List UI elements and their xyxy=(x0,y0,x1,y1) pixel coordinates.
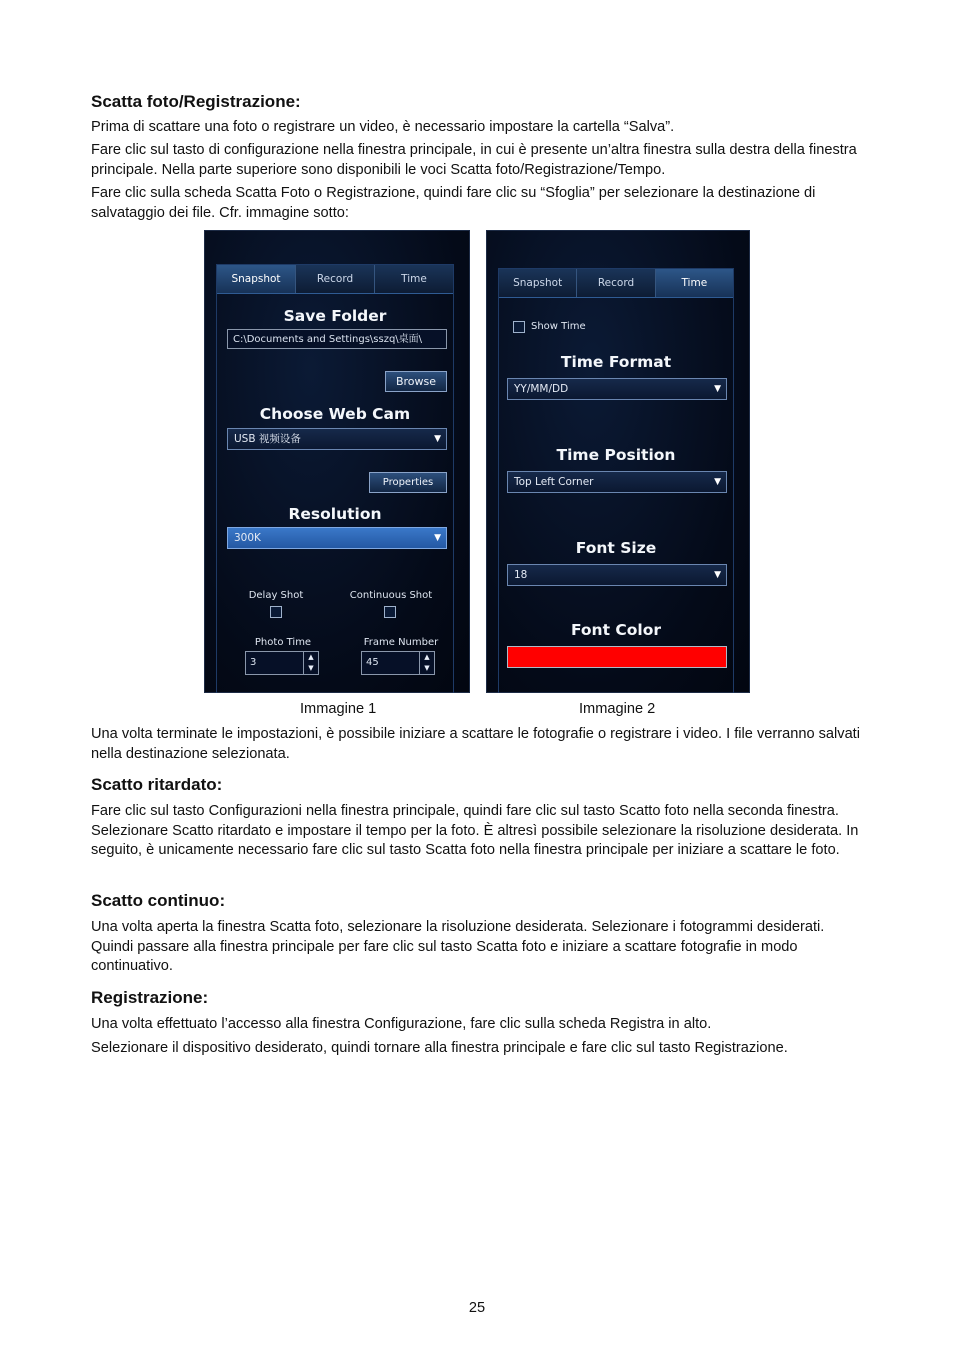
section-heading: Registrazione: xyxy=(91,988,209,1007)
continuous-shot-label: Continuous Shot xyxy=(349,590,433,601)
paragraph-text: Fare clic sul tasto Configurazioni nella finestra principale, quindi fare clic sul tasto Scatto foto nella seconda finestra. Selezionare Scatto ritardato e impostare il tempo per la foto. È altresì possibile selezionare la risoluzione desiderata. In seguito, è unicamente necessario fare clic sul tasto Scatta foto nella finestra principale per iniziare a scattare le foto. xyxy=(91,803,859,858)
frame-number-stepper[interactable] xyxy=(361,651,435,675)
show-time-label: Show Time xyxy=(531,321,586,332)
section-heading: Scatto ritardato: xyxy=(91,775,223,794)
font-color-label: Font Color xyxy=(570,621,662,639)
show-time-checkbox[interactable] xyxy=(513,321,525,333)
font-size-label: Font Size xyxy=(575,539,657,557)
tab-bar xyxy=(217,265,453,294)
tab-time[interactable]: Time xyxy=(656,269,733,297)
tab-bar xyxy=(499,269,733,298)
paragraph-text: Prima di scattare una foto o registrare un video, è necessario impostare la cartella “Salva”. xyxy=(91,119,675,135)
tab-snapshot[interactable]: Snapshot xyxy=(499,269,577,297)
frame-number-value: 45 xyxy=(366,657,379,668)
section-heading: Scatta foto/Registrazione: xyxy=(91,92,301,111)
page-number: 25 xyxy=(468,1300,486,1316)
chevron-down-icon: ▼ xyxy=(714,477,721,487)
webcam-select[interactable] xyxy=(227,428,447,450)
resolution-label: Resolution xyxy=(288,505,382,523)
paragraph xyxy=(91,118,866,138)
paragraph-text: Fare clic sulla scheda Scatta Foto o Registrazione, quindi fare clic su “Sfoglia” per selezionare la destinazione di salvataggio dei file. Cfr. immagine sotto: xyxy=(91,185,816,221)
screenshot-time-settings xyxy=(486,230,750,693)
continuous-shot-checkbox[interactable] xyxy=(384,606,396,618)
paragraph xyxy=(91,918,866,977)
screenshot-snapshot-settings xyxy=(204,230,470,693)
save-folder-input[interactable]: C:\Documents and Settings\sszq\桌面\ xyxy=(227,329,447,349)
resolution-value: 300K xyxy=(234,532,261,544)
time-position-select[interactable] xyxy=(507,471,727,493)
time-position-label: Time Position xyxy=(556,446,676,464)
section-scatto-ritardato xyxy=(91,775,866,795)
font-size-value: 18 xyxy=(514,569,528,581)
chevron-down-icon: ▼ xyxy=(434,434,441,444)
tab-record[interactable]: Record xyxy=(577,269,655,297)
tab-time[interactable]: Time xyxy=(401,273,427,285)
photo-time-stepper[interactable] xyxy=(245,651,319,675)
stepper-arrows-icon[interactable]: ▲ ▼ xyxy=(303,652,318,674)
paragraph xyxy=(91,725,866,764)
browse-button[interactable]: Browse xyxy=(385,371,447,392)
chevron-down-icon: ▼ xyxy=(714,570,721,580)
paragraph-text: Selezionare il dispositivo desiderato, quindi tornare alla finestra principale e fare clic sul tasto Registrazione. xyxy=(91,1040,788,1056)
delay-shot-checkbox[interactable] xyxy=(270,606,282,618)
frame-number-label: Frame Number xyxy=(363,637,439,648)
settings-panel xyxy=(498,268,734,693)
section-scatto-continuo xyxy=(91,891,866,911)
webcam-label: Choose Web Cam xyxy=(259,405,411,423)
time-position-value: Top Left Corner xyxy=(514,476,594,488)
section-registrazione xyxy=(91,988,866,1008)
image-caption-2: Immagine 2 xyxy=(579,701,656,717)
time-format-select[interactable] xyxy=(507,378,727,400)
resolution-select[interactable] xyxy=(227,527,447,549)
properties-button[interactable]: Properties xyxy=(369,472,447,493)
section-heading: Scatto continuo: xyxy=(91,891,226,910)
save-folder-label: Save Folder xyxy=(283,307,387,325)
paragraph xyxy=(91,141,866,180)
tab-snapshot[interactable]: Snapshot xyxy=(217,265,296,293)
paragraph xyxy=(91,802,866,861)
time-format-label: Time Format xyxy=(560,353,672,371)
photo-time-value: 3 xyxy=(250,657,257,668)
font-color-swatch[interactable] xyxy=(507,646,727,668)
settings-panel xyxy=(216,264,454,693)
photo-time-label: Photo Time xyxy=(254,637,312,648)
stepper-arrows-icon[interactable]: ▲ ▼ xyxy=(419,652,434,674)
webcam-value: USB 视频设备 xyxy=(234,433,301,445)
paragraph xyxy=(91,184,866,223)
image-caption-1: Immagine 1 xyxy=(300,701,377,717)
paragraph-text: Una volta terminate le impostazioni, è possibile iniziare a scattare le fotografie o registrare i video. I file verranno salvati nella destinazione selezionata. xyxy=(91,726,860,762)
paragraph xyxy=(91,1015,866,1035)
section-scatta-foto xyxy=(91,92,866,112)
delay-shot-label: Delay Shot xyxy=(248,590,304,601)
chevron-down-icon: ▼ xyxy=(434,533,441,543)
paragraph-text: Una volta effettuato l’accesso alla finestra Configurazione, fare clic sulla scheda Registra in alto. xyxy=(91,1016,712,1032)
tab-record[interactable]: Record xyxy=(296,265,375,293)
paragraph xyxy=(91,1039,866,1059)
paragraph-text: Una volta aperta la finestra Scatta foto, selezionare la risoluzione desiderata. Selezionare i fotogrammi desiderati. Quindi passare alla finestra principale per fare clic sul tasto Scatta foto e iniziare a scattare fotografie in modo continuativo. xyxy=(91,919,825,974)
time-format-value: YY/MM/DD xyxy=(514,383,569,395)
chevron-down-icon: ▼ xyxy=(714,384,721,394)
paragraph-text: Fare clic sul tasto di configurazione nella finestra principale, in cui è presente un’altra finestra sulla destra della finestra principale. Nella parte superiore sono disponibili le voci Scatta foto/Registrazione/Tempo. xyxy=(91,142,857,178)
font-size-select[interactable] xyxy=(507,564,727,586)
